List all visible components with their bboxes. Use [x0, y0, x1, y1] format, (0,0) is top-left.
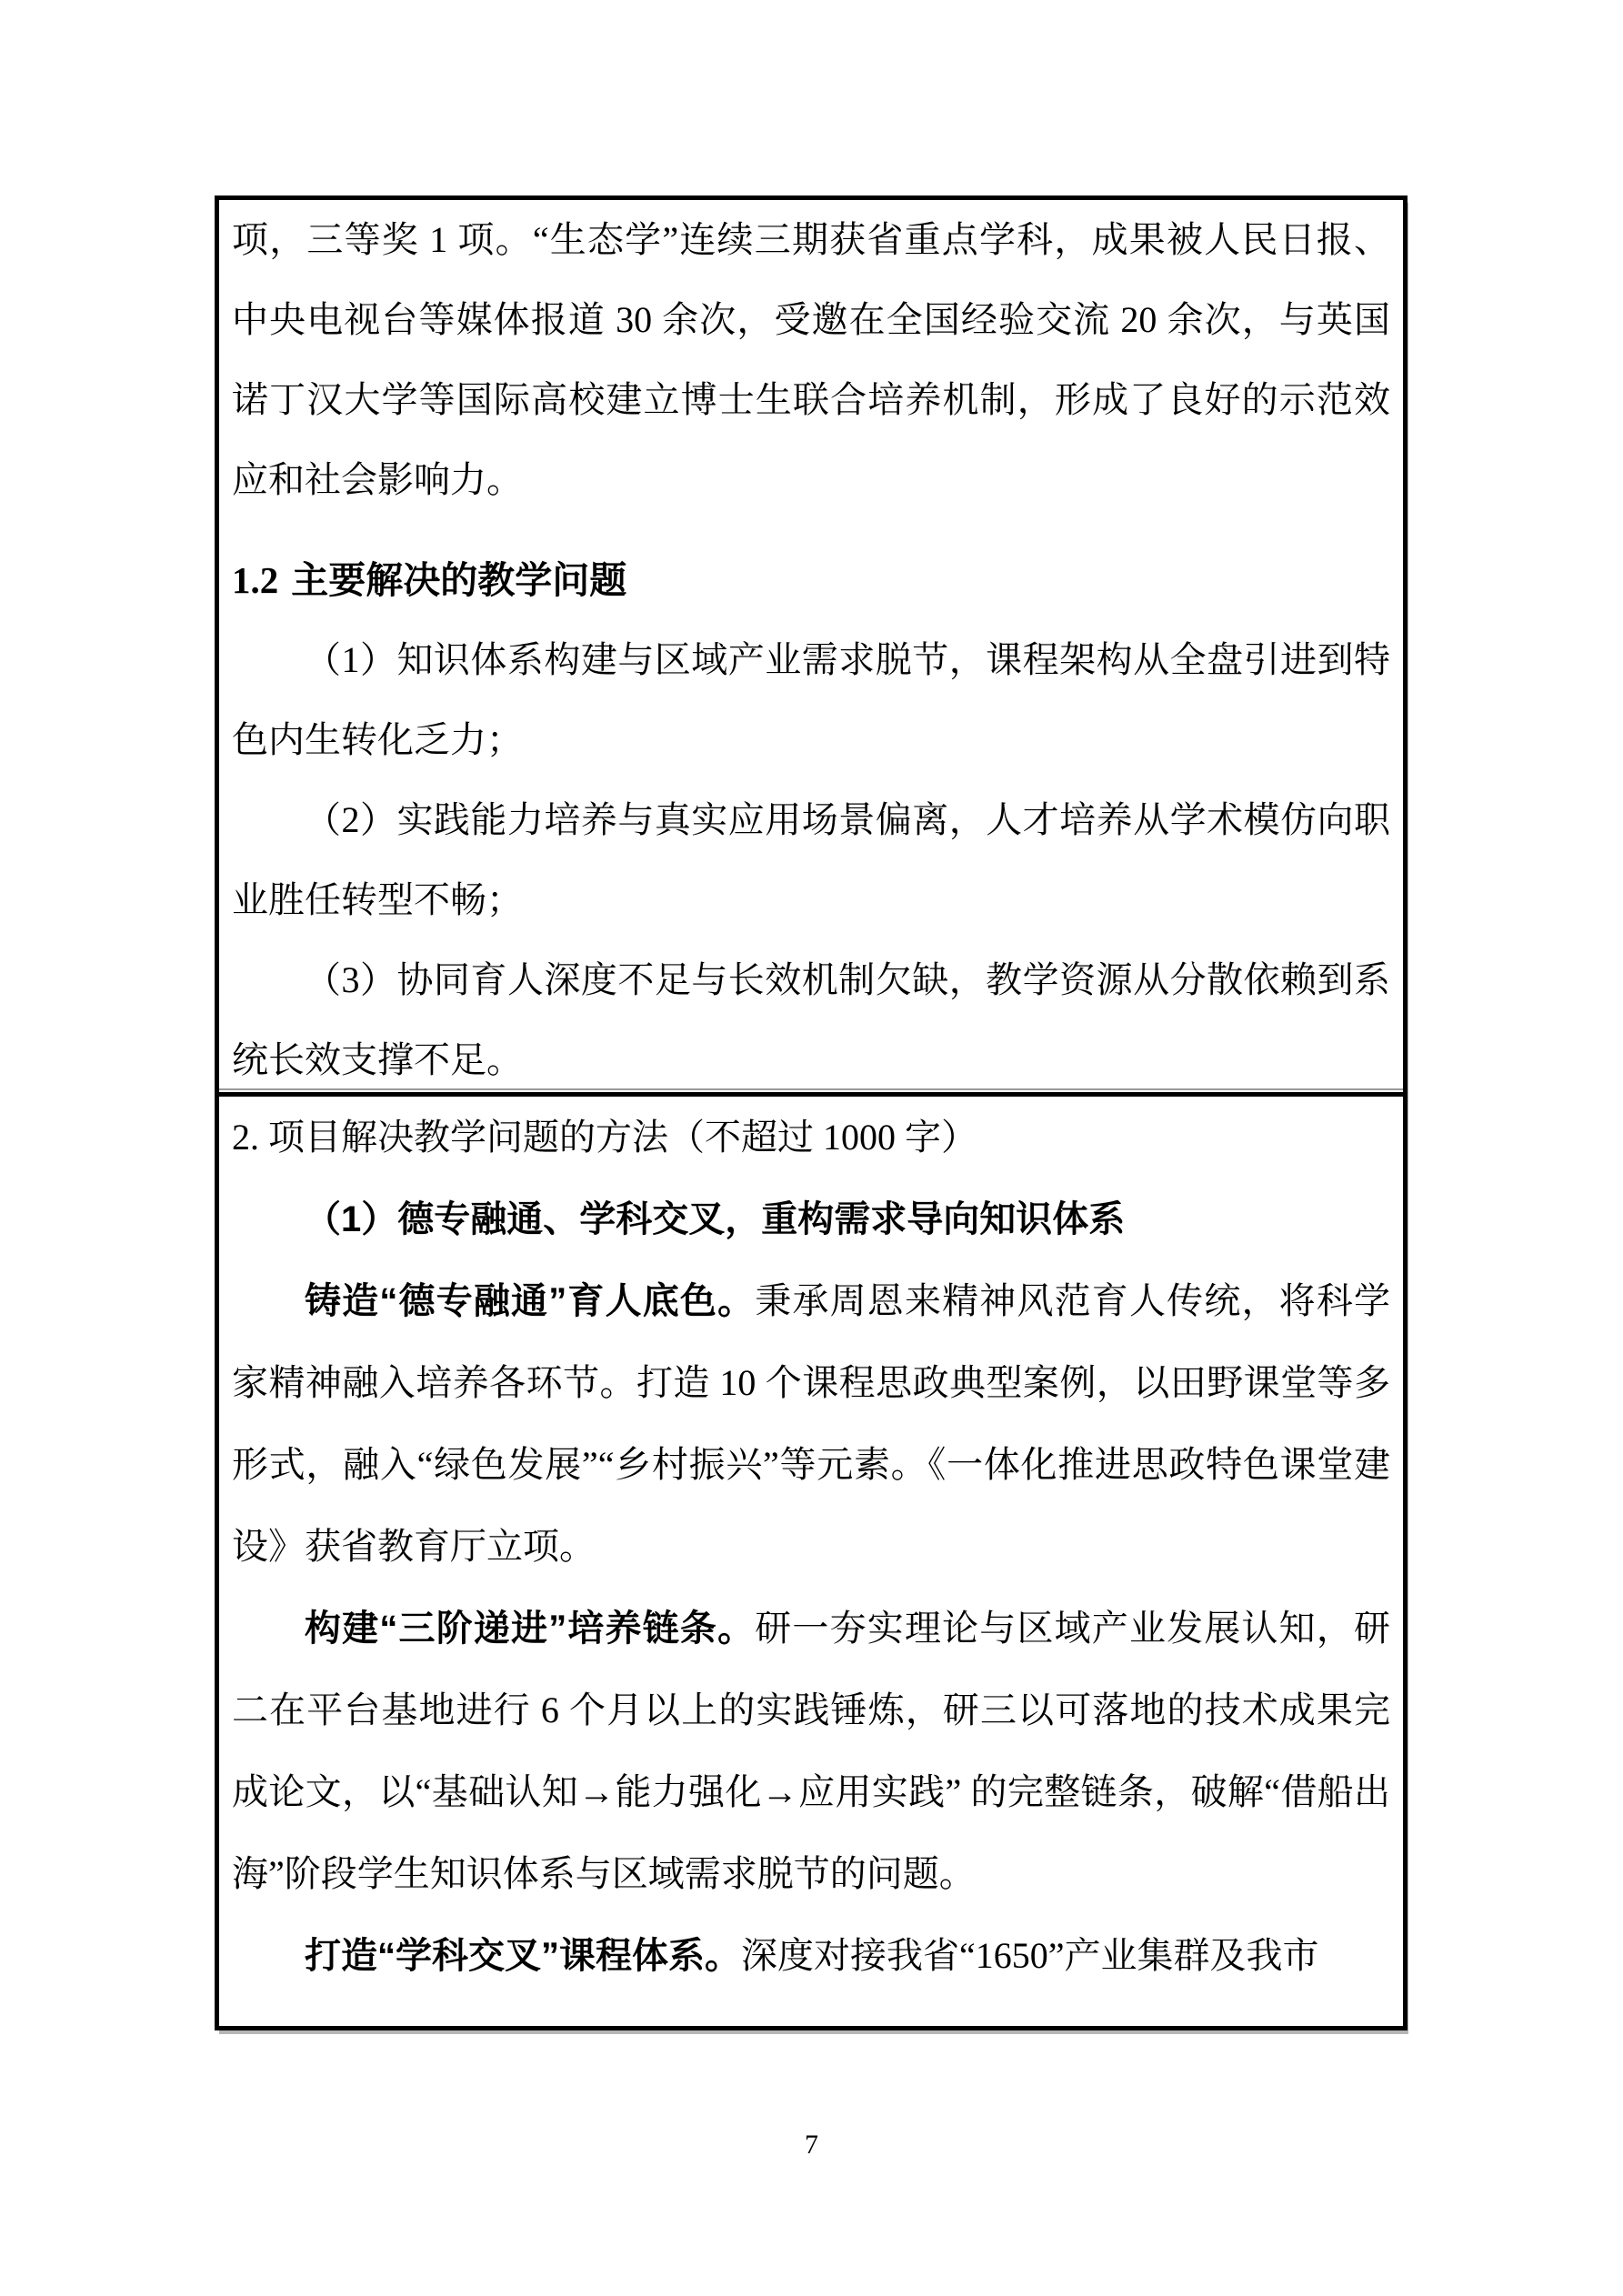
- method-paragraph-1: [232, 1260, 1390, 1588]
- method-paragraph-3: [232, 1915, 1390, 1997]
- table-cell-achievements: [219, 200, 1403, 1088]
- cell-title: 2. 项目解决教学问题的方法（不超过 1000 字）: [232, 1117, 977, 1158]
- section-heading-1-2: [232, 540, 1390, 620]
- continuation-paragraph: 项，三等奖 1 项。“生态学”连续三期获省重点学科，成果被人民日报、中央电视台等媒体报道 30 余次，受邀在全国经验交流 20 余次，与英国诺丁汉大学等国际高校建立博士生联合培养机制，形成了良好的示范效应和社会影响力。: [232, 219, 1390, 500]
- table-cell-methods: [219, 1097, 1403, 2026]
- section-heading-text: 主要解决的教学问题: [291, 559, 627, 601]
- method-paragraph-1-lead: 铸造“德专融通”育人底色。: [305, 1281, 756, 1321]
- method-paragraph-3-body: 深度对接我省“1650”产业集群及我市: [741, 1935, 1319, 1976]
- table-row-divider: [219, 1088, 1403, 1097]
- section-heading-number: 1.2: [232, 559, 279, 601]
- method-paragraph-2-body: 研一夯实理论与区域产业发展认知，研二在平台基地进行 6 个月以上的实践锤炼，研三以可落地的技术成果完成论文，以“基础认知→能力强化→应用实践” 的完整链条，破解“借船出海”阶段学生知识体系与区域需求脱节的问题。: [232, 1608, 1391, 1894]
- problem-item-3: （3）协同育人深度不足与长效机制欠缺，教学资源从分散依赖到系统长效支撑不足。: [232, 959, 1390, 1080]
- problem-item-1: （1）知识体系构建与区域产业需求脱节，课程架构从全盘引进到特色内生转化乏力；: [232, 639, 1390, 760]
- form-table: [215, 196, 1408, 2030]
- page-number: 7: [805, 2130, 818, 2160]
- method-paragraph-2-lead: 构建“三阶递进”培养链条。: [305, 1609, 756, 1649]
- method-paragraph-3-lead: 打造“学科交叉”课程体系。: [305, 1936, 741, 1976]
- method-paragraph-2: [232, 1588, 1390, 1915]
- problem-item-2: （2）实践能力培养与真实应用场景偏离，人才培养从学术模仿向职业胜任转型不畅；: [232, 799, 1390, 920]
- method-paragraph-1-body: 秉承周恩来精神风范育人传统，将科学家精神融入培养各环节。打造 10 个课程思政典型案例，以田野课堂等多形式，融入“绿色发展”“乡村振兴”等元素。《一体化推进思政特色课堂建设》获省教育厅立项。: [232, 1280, 1391, 1567]
- method-subheading: （1）德专融通、学科交叉，重构需求导向知识体系: [305, 1199, 1126, 1239]
